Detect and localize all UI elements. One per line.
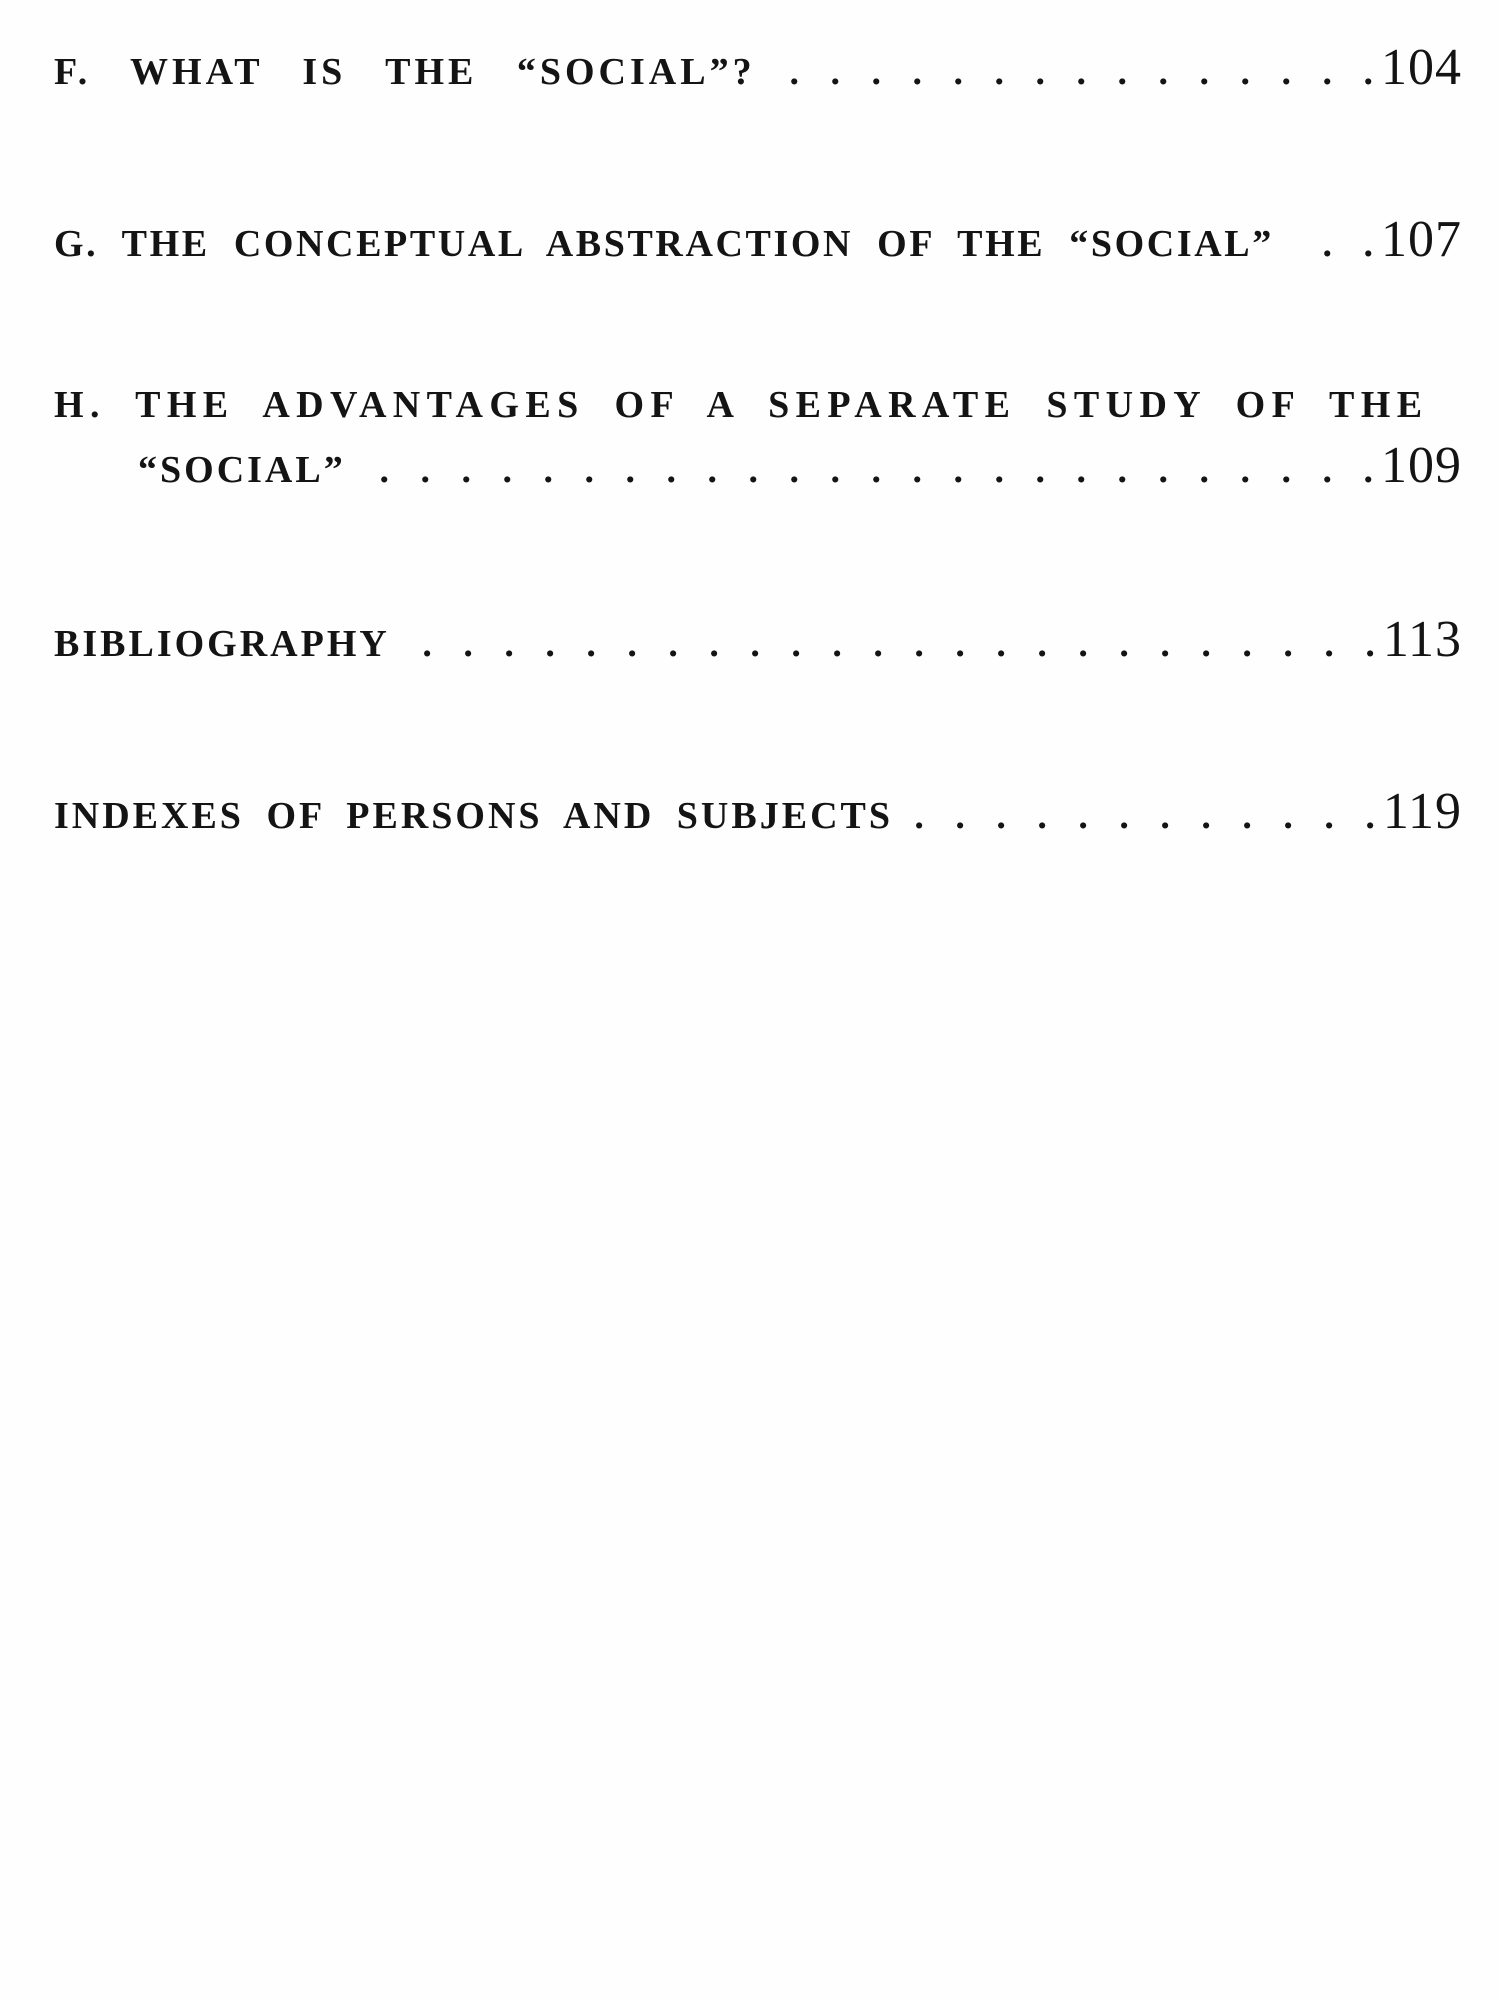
dot-leader xyxy=(774,53,1373,91)
dot-leader xyxy=(408,625,1375,663)
toc-page-number: 113 xyxy=(1382,611,1462,668)
toc-entry-line xyxy=(54,783,1462,840)
toc-entry-title: F. WHAT IS THE “SOCIAL”? xyxy=(54,51,756,93)
dot-leader xyxy=(364,451,1373,489)
toc-entry-advantages-separate-study xyxy=(54,386,1462,492)
toc-page-number: 107 xyxy=(1381,211,1462,268)
toc-entry-indexes xyxy=(54,783,1462,840)
toc-entry-title-line2: “SOCIAL” xyxy=(138,449,346,491)
toc-entry-line xyxy=(54,39,1462,96)
toc-entry-title-line1: H. THE ADVANTAGES OF A SEPARATE STUDY OF THE xyxy=(54,384,1429,426)
dot-leader xyxy=(1292,225,1373,263)
toc-entry-title: G. THE CONCEPTUAL ABSTRACTION OF THE “SOCIAL” xyxy=(54,223,1274,265)
toc-entry-line xyxy=(54,611,1462,668)
toc-entry-bibliography xyxy=(54,611,1462,668)
toc-entry-line xyxy=(54,211,1462,268)
toc-entry-title: INDEXES OF PERSONS AND SUBJECTS xyxy=(54,795,893,837)
toc-entry-line xyxy=(54,437,1462,494)
dot-leader xyxy=(911,797,1375,835)
toc-page-number: 109 xyxy=(1381,437,1462,494)
toc-entry-conceptual-abstraction xyxy=(54,211,1462,268)
toc-entry-what-is-the-social xyxy=(54,39,1462,96)
toc-page-number: 119 xyxy=(1382,783,1462,840)
toc-page-number: 104 xyxy=(1381,39,1462,96)
toc-entry-title: BIBLIOGRAPHY xyxy=(54,623,390,665)
